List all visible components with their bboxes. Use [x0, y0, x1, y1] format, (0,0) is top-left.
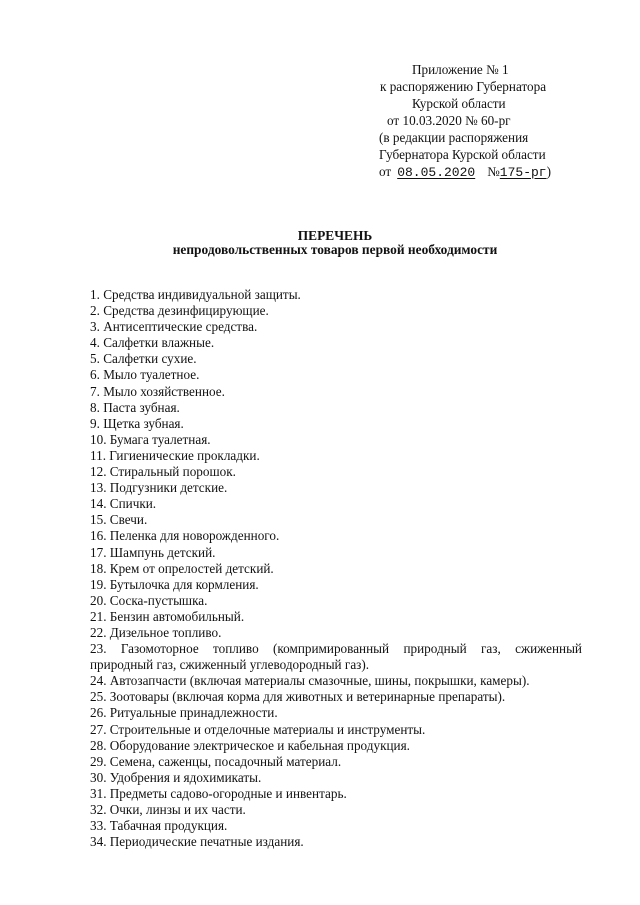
list-item: 27. Строительные и отделочные материалы и инструменты. — [90, 721, 426, 737]
list-item: 7. Мыло хозяйственное. — [90, 383, 225, 399]
list-item: 3. Антисептические средства. — [90, 319, 258, 335]
list-item: 18. Крем от опрелостей детский. — [90, 560, 274, 576]
list-item: 32. Очки, линзы и их части. — [90, 802, 246, 817]
revision-suffix: ) — [546, 164, 552, 179]
list-item: 11. Гигиенические прокладки. — [90, 447, 260, 463]
list-item: 4. Салфетки влажные. — [90, 335, 215, 351]
list-item: 31. Предметы садово-огородные и инвентарь. — [90, 785, 347, 801]
appendix-revision-date — [379, 164, 551, 181]
appendix-number: Приложение № 1 — [412, 62, 509, 77]
revision-prefix: от — [379, 164, 392, 179]
list-item: 28. Оборудование электрическое и кабельная продукция. — [90, 737, 410, 753]
list-item: 10. Бумага туалетная. — [90, 431, 211, 447]
list-item: 33. Табачная продукция. — [90, 818, 228, 834]
appendix-order-ref: к распоряжению Губернатора — [380, 79, 547, 94]
list-item: 29. Семена, саженцы, посадочный материал. — [90, 753, 342, 769]
list-item: 25. Зоотовары (включая корма для животных и ветеринарные препараты). — [90, 689, 506, 705]
appendix-revision-note: (в редакции распоряжения — [379, 130, 529, 145]
appendix-governor: Губернатора Курской области — [379, 147, 546, 162]
list-item: 17. Шампунь детский. — [90, 544, 216, 560]
list-item: 8. Паста зубная. — [90, 399, 180, 415]
list-item: 15. Свечи. — [90, 512, 148, 528]
list-item: 34. Периодические печатные издания. — [90, 834, 304, 850]
revision-date-value: 08.05.2020 — [397, 165, 476, 180]
appendix-header — [0, 0, 640, 200]
list-item: 1. Средства индивидуальной защиты. — [90, 287, 301, 302]
appendix-region: Курской области — [412, 96, 506, 111]
list-item: 22. Дизельное топливо. — [90, 624, 222, 640]
revision-number-sign: № — [487, 164, 500, 179]
revision-number-value: 175-рг — [499, 165, 547, 180]
list-item: 2. Средства дезинфицирующие. — [90, 303, 269, 319]
list-item: 26. Ритуальные принадлежности. — [90, 705, 278, 721]
list-item: 19. Бутылочка для кормления. — [90, 576, 259, 592]
document-title: ПЕРЕЧЕНЬ — [297, 228, 373, 243]
list-item: 23. Газомоторное топливо (компримированный природный газ, сжиженный природный газ, сжиженный углеводородный газ). — [90, 641, 582, 673]
list-item: 20. Соска-пустышка. — [90, 592, 208, 608]
list-item: 30. Удобрения и ядохимикаты. — [90, 769, 262, 785]
appendix-order-date: от 10.03.2020 № 60-рг — [387, 113, 511, 128]
list-item: 16. Пеленка для новорожденного. — [90, 528, 280, 544]
list-item: 21. Бензин автомобильный. — [90, 608, 245, 624]
list-item: 5. Салфетки сухие. — [90, 351, 197, 367]
list-item: 6. Мыло туалетное. — [90, 367, 200, 383]
goods-list — [90, 287, 582, 850]
list-item: 9. Щетка зубная. — [90, 415, 184, 431]
list-item: 24. Автозапчасти (включая материалы смазочные, шины, покрышки, камеры). — [90, 673, 530, 689]
list-item: 13. Подгузники детские. — [90, 480, 228, 496]
list-item: 12. Стиральный порошок. — [90, 464, 236, 480]
document-subtitle: непродовольственных товаров первой необходимости — [172, 242, 498, 257]
list-item: 14. Спички. — [90, 496, 157, 512]
